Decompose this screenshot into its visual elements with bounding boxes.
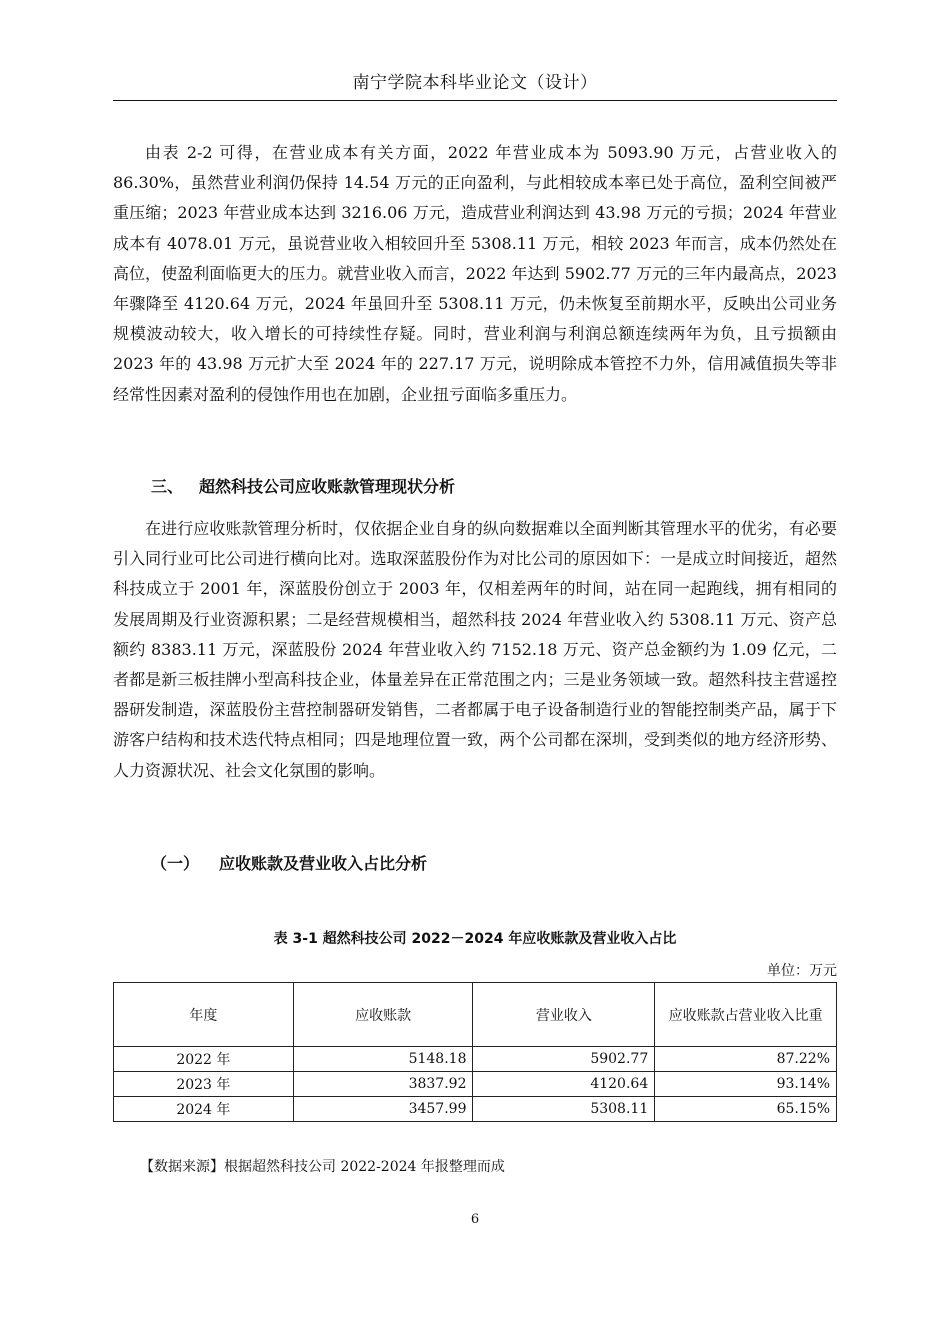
body-text-1 (113, 138, 837, 410)
cell-ratio: 93.14% (655, 1072, 837, 1097)
page-header: 南宁学院本科毕业论文（设计） (352, 73, 598, 93)
subsection-number: （一） (151, 854, 200, 873)
data-source-note: 【数据来源】根据超然科技公司 2022-2024 年报整理而成 (140, 1159, 505, 1175)
page-number: 6 (470, 1212, 480, 1227)
paragraph-comparison-rationale: 在进行应收账款管理分析时，仅依据企业自身的纵向数据难以全面判断其管理水平的优劣，有必要引入同行业可比公司进行横向比对。选取深蓝股份作为对比公司的原因如下：一是成立时间接近，超然科技成立于 2001 年，深蓝股份创立于 2003 年，仅相差两年的时间，站在同一起跑线，拥有相同的发展周期及行业资源积累；二是经营规模相当，超然科技 2024 年营业收入约 5308.11 万元、资产总额约 8383.11 万元，深蓝股份 2024 年营业收入约 7152.18 万元、资产总金额约为 1.09 亿元，二者都是新三板挂牌小型高科技企业，体量差异在正常范围之内；三是业务领域一致。超然科技主营遥控器研发制造，深蓝股份主营控制器研发销售，二者都属于电子设备制造行业的智能控制类产品，属于下游客户结构和技术迭代特点相同；四是地理位置一致，两个公司都在深圳，受到类似的地方经济形势、人力资源状况、社会文化氛围的影响。 (113, 519, 837, 780)
col-header-revenue: 营业收入 (473, 983, 655, 1047)
cell-revenue: 4120.64 (473, 1072, 655, 1097)
subsection-title: 应收账款及营业收入占比分析 (219, 854, 428, 873)
cell-ratio: 87.22% (655, 1047, 837, 1072)
table-caption: 表 3-1 超然科技公司 2022－2024 年应收账款及营业收入占比 (273, 931, 677, 947)
cell-receivables: 3457.99 (293, 1097, 473, 1122)
col-header-year: 年度 (114, 983, 294, 1047)
subsection-heading (151, 851, 427, 874)
table-row (114, 1047, 837, 1072)
cell-year: 2024 年 (114, 1097, 294, 1122)
cell-receivables: 5148.18 (293, 1047, 473, 1072)
cell-year: 2023 年 (114, 1072, 294, 1097)
cell-revenue: 5308.11 (473, 1097, 655, 1122)
table-header-row (114, 983, 837, 1047)
table-unit: 单位：万元 (767, 963, 837, 979)
header-divider (113, 100, 837, 101)
cell-ratio: 65.15% (655, 1097, 837, 1122)
body-text-2 (113, 514, 837, 786)
section-heading (151, 474, 455, 497)
col-header-receivables: 应收账款 (293, 983, 473, 1047)
section-title: 超然科技公司应收账款管理现状分析 (199, 477, 456, 496)
cell-receivables: 3837.92 (293, 1072, 473, 1097)
paragraph-cost-analysis: 由表 2-2 可得，在营业成本有关方面，2022 年营业成本为 5093.90 万元，占营业收入的 86.30%，虽然营业利润仍保持 14.54 万元的正向盈利，与此相较成本率已处于高位，盈利空间被严重压缩；2023 年营业成本达到 3216.06 万元，造成营业利润达到 43.98 万元的亏损；2024 年营业成本有 4078.01 万元，虽说营业收入相较回升至 5308.11 万元，相较 2023 年而言，成本仍然处在高位，使盈利面临更大的压力。就营业收入而言，2022 年达到 5902.77 万元的三年内最高点，2023 年骤降至 4120.64 万元，2024 年虽回升至 5308.11 万元，仍未恢复至前期水平，反映出公司业务规模波动较大，收入增长的可持续性存疑。同时，营业利润与利润总额连续两年为负，且亏损额由 2023 年的 43.98 万元扩大至 2024 年的 227.17 万元，说明除成本管控不力外，信用减值损失等非经常性因素对盈利的侵蚀作用也在加剧，企业扭亏面临多重压力。 (113, 143, 837, 404)
section-number: 三、 (151, 477, 184, 496)
table-row (114, 1072, 837, 1097)
table-row (114, 1097, 837, 1122)
col-header-ratio: 应收账款占营业收入比重 (655, 983, 837, 1047)
receivables-table (113, 982, 837, 1122)
cell-revenue: 5902.77 (473, 1047, 655, 1072)
cell-year: 2022 年 (114, 1047, 294, 1072)
